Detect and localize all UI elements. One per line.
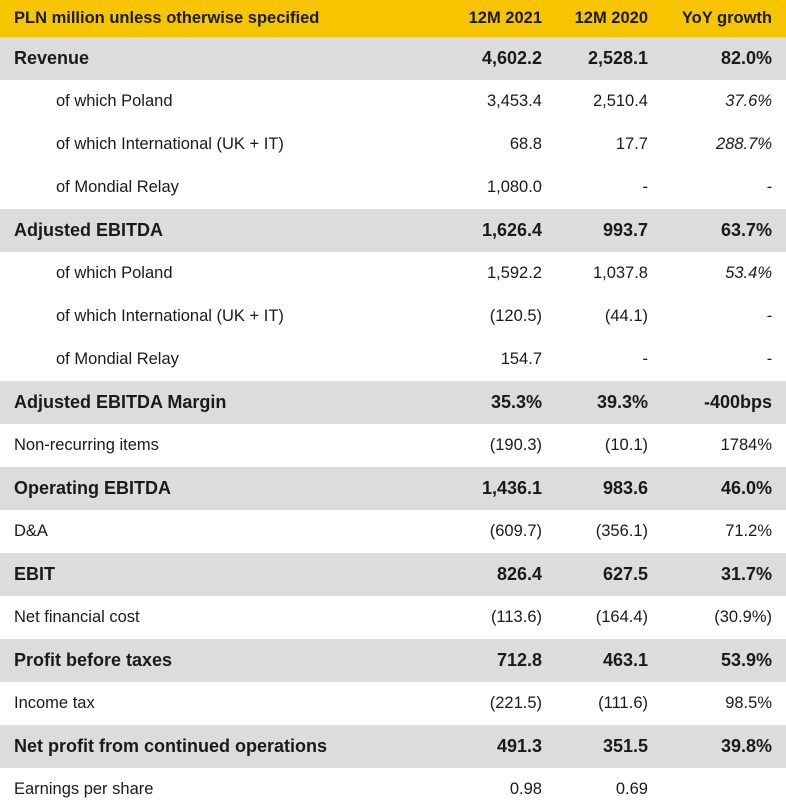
- cell-12m-2021: 4,602.2: [452, 37, 556, 80]
- cell-12m-2020: (356.1): [556, 510, 662, 553]
- cell-12m-2020: -: [556, 166, 662, 209]
- cell-12m-2021: (609.7): [452, 510, 556, 553]
- table-row: [0, 639, 786, 682]
- cell-yoy-growth: -: [662, 338, 786, 381]
- row-label: of which International (UK + IT): [0, 123, 452, 166]
- cell-12m-2021: 1,080.0: [452, 166, 556, 209]
- header-col-12m-2021: 12M 2021: [452, 0, 556, 37]
- row-label: Income tax: [0, 682, 452, 725]
- header-label: PLN million unless otherwise specified: [0, 0, 452, 37]
- row-label: EBIT: [0, 553, 452, 596]
- table-body: [0, 37, 786, 811]
- row-label: of Mondial Relay: [0, 166, 452, 209]
- cell-12m-2021: 154.7: [452, 338, 556, 381]
- cell-yoy-growth: 31.7%: [662, 553, 786, 596]
- cell-12m-2021: (190.3): [452, 424, 556, 467]
- header-col-12m-2020: 12M 2020: [556, 0, 662, 37]
- cell-yoy-growth: -: [662, 166, 786, 209]
- header-row: [0, 0, 786, 37]
- cell-12m-2020: 351.5: [556, 725, 662, 768]
- cell-yoy-growth: (30.9%): [662, 596, 786, 639]
- cell-yoy-growth: 53.9%: [662, 639, 786, 682]
- row-label: of which International (UK + IT): [0, 295, 452, 338]
- cell-yoy-growth: 288.7%: [662, 123, 786, 166]
- table-row: [0, 80, 786, 123]
- cell-12m-2021: 1,436.1: [452, 467, 556, 510]
- table-row: [0, 768, 786, 811]
- cell-yoy-growth: 71.2%: [662, 510, 786, 553]
- row-label: Revenue: [0, 37, 452, 80]
- row-label: of which Poland: [0, 80, 452, 123]
- cell-12m-2020: -: [556, 338, 662, 381]
- table-row: [0, 424, 786, 467]
- cell-12m-2020: 1,037.8: [556, 252, 662, 295]
- table-row: [0, 295, 786, 338]
- cell-12m-2021: 68.8: [452, 123, 556, 166]
- cell-12m-2021: (120.5): [452, 295, 556, 338]
- table-row: [0, 252, 786, 295]
- table-row: [0, 123, 786, 166]
- cell-12m-2021: (221.5): [452, 682, 556, 725]
- cell-12m-2021: 712.8: [452, 639, 556, 682]
- cell-yoy-growth: 46.0%: [662, 467, 786, 510]
- cell-yoy-growth: -: [662, 295, 786, 338]
- row-label: of Mondial Relay: [0, 338, 452, 381]
- cell-yoy-growth: 82.0%: [662, 37, 786, 80]
- cell-yoy-growth: [662, 768, 786, 811]
- cell-12m-2021: (113.6): [452, 596, 556, 639]
- cell-12m-2021: 1,626.4: [452, 209, 556, 252]
- table-row: [0, 467, 786, 510]
- table-row: [0, 553, 786, 596]
- cell-yoy-growth: 63.7%: [662, 209, 786, 252]
- cell-12m-2020: 627.5: [556, 553, 662, 596]
- row-label: Operating EBITDA: [0, 467, 452, 510]
- cell-12m-2021: 1,592.2: [452, 252, 556, 295]
- table-row: [0, 37, 786, 80]
- cell-12m-2020: 39.3%: [556, 381, 662, 424]
- row-label: D&A: [0, 510, 452, 553]
- cell-yoy-growth: 37.6%: [662, 80, 786, 123]
- cell-12m-2020: 17.7: [556, 123, 662, 166]
- cell-12m-2021: 35.3%: [452, 381, 556, 424]
- cell-12m-2020: 993.7: [556, 209, 662, 252]
- table-row: [0, 510, 786, 553]
- cell-yoy-growth: 53.4%: [662, 252, 786, 295]
- cell-12m-2020: (10.1): [556, 424, 662, 467]
- cell-12m-2020: (44.1): [556, 295, 662, 338]
- table-row: [0, 209, 786, 252]
- cell-12m-2020: 463.1: [556, 639, 662, 682]
- table-row: [0, 381, 786, 424]
- cell-12m-2020: 983.6: [556, 467, 662, 510]
- row-label: of which Poland: [0, 252, 452, 295]
- table-header: [0, 0, 786, 37]
- row-label: Net financial cost: [0, 596, 452, 639]
- cell-12m-2021: 0.98: [452, 768, 556, 811]
- cell-12m-2020: 0.69: [556, 768, 662, 811]
- cell-12m-2020: (111.6): [556, 682, 662, 725]
- cell-yoy-growth: -400bps: [662, 381, 786, 424]
- cell-12m-2020: 2,528.1: [556, 37, 662, 80]
- cell-12m-2021: 826.4: [452, 553, 556, 596]
- row-label: Adjusted EBITDA Margin: [0, 381, 452, 424]
- row-label: Non-recurring items: [0, 424, 452, 467]
- table-row: [0, 338, 786, 381]
- cell-12m-2020: 2,510.4: [556, 80, 662, 123]
- cell-yoy-growth: 98.5%: [662, 682, 786, 725]
- row-label: Adjusted EBITDA: [0, 209, 452, 252]
- cell-12m-2020: (164.4): [556, 596, 662, 639]
- cell-yoy-growth: 39.8%: [662, 725, 786, 768]
- table-row: [0, 166, 786, 209]
- cell-12m-2021: 3,453.4: [452, 80, 556, 123]
- row-label: Net profit from continued operations: [0, 725, 452, 768]
- table-row: [0, 596, 786, 639]
- row-label: Earnings per share: [0, 768, 452, 811]
- header-col-yoy-growth: YoY growth: [662, 0, 786, 37]
- table-row: [0, 725, 786, 768]
- row-label: Profit before taxes: [0, 639, 452, 682]
- cell-12m-2021: 491.3: [452, 725, 556, 768]
- cell-yoy-growth: 1784%: [662, 424, 786, 467]
